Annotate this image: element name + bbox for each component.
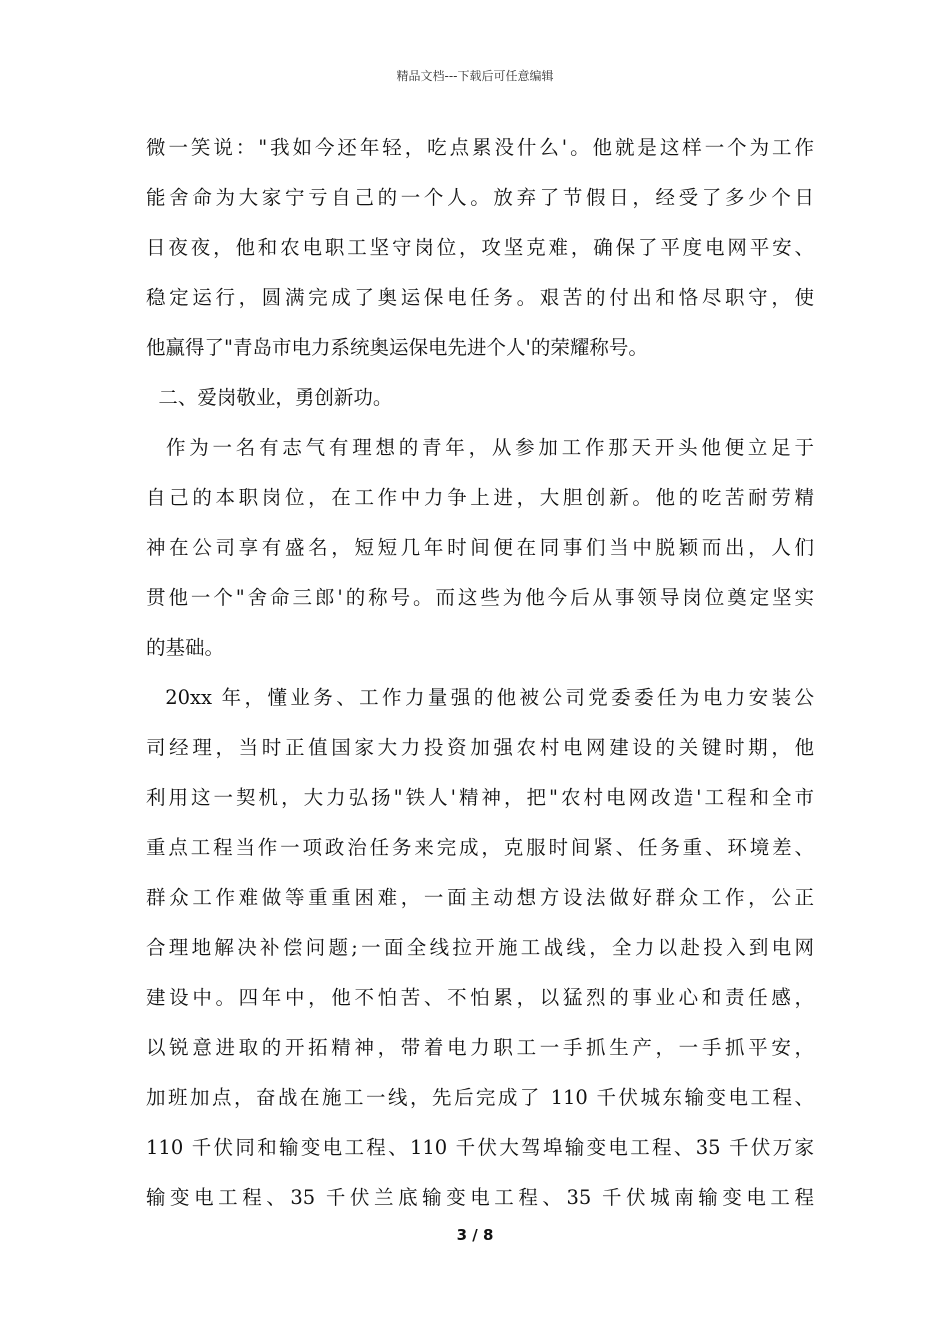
body-line: 群众工作难做等重重困难，一面主动想方设法做好群众工作，公正 [146, 886, 814, 909]
page-header: 精品文档---下载后可任意编辑 [396, 69, 554, 83]
body-line: 他赢得了"青岛市电力系统奥运保电先进个人'的荣耀称号。 [146, 336, 648, 359]
body-line: 20xx 年，懂业务、工作力量强的他被公司党委委任为电力安装公 [146, 686, 814, 709]
body-line: 贯他一个"舍命三郎'的称号。而这些为他今后从事领导岗位奠定坚实 [146, 586, 814, 609]
body-line: 司经理，当时正值国家大力投资加强农村电网建设的关键时期，他 [146, 736, 814, 759]
body-line: 日夜夜，他和农电职工坚守岗位，攻坚克难，确保了平度电网平安、 [146, 236, 814, 259]
body-line: 微一笑说："我如今还年轻，吃点累没什么'。他就是这样一个为工作 [146, 136, 814, 159]
body-line: 重点工程当作一项政治任务来完成，克服时间紧、任务重、环境差、 [146, 836, 814, 859]
body-line: 输变电工程、35 千伏兰底输变电工程、35 千伏城南输变电工程 [146, 1186, 814, 1209]
body-line: 作为一名有志气有理想的青年，从参加工作那天开头他便立足于 [146, 436, 814, 459]
document-body [146, 128, 814, 1228]
body-line: 神在公司享有盛名，短短几年时间便在同事们当中脱颖而出，人们 [146, 536, 814, 559]
body-line: 自己的本职岗位，在工作中力争上进，大胆创新。他的吃苦耐劳精 [146, 486, 814, 509]
body-line: 110 千伏同和输变电工程、110 千伏大驾埠输变电工程、35 千伏万家 [146, 1136, 814, 1159]
page-number: 3 / 8 [456, 1226, 494, 1244]
body-line: 能舍命为大家宁亏自己的一个人。放弃了节假日，经受了多少个日 [146, 186, 814, 209]
body-line: 合理地解决补偿问题;一面全线拉开施工战线，全力以赴投入到电网 [146, 936, 814, 959]
body-line: 以锐意进取的开拓精神，带着电力职工一手抓生产，一手抓平安， [146, 1036, 814, 1059]
body-line: 建设中。四年中，他不怕苦、不怕累，以猛烈的事业心和责任感， [146, 986, 814, 1009]
body-line: 的基础。 [146, 636, 225, 659]
body-line: 加班加点，奋战在施工一线，先后完成了 110 千伏城东输变电工程、 [146, 1086, 814, 1109]
body-line: 稳定运行，圆满完成了奥运保电任务。艰苦的付出和恪尽职守，使 [146, 286, 814, 309]
section-heading: 二、爱岗敬业，勇创新功。 [146, 386, 393, 409]
body-line: 利用这一契机，大力弘扬"铁人'精神，把"农村电网改造'工程和全市 [146, 786, 814, 809]
